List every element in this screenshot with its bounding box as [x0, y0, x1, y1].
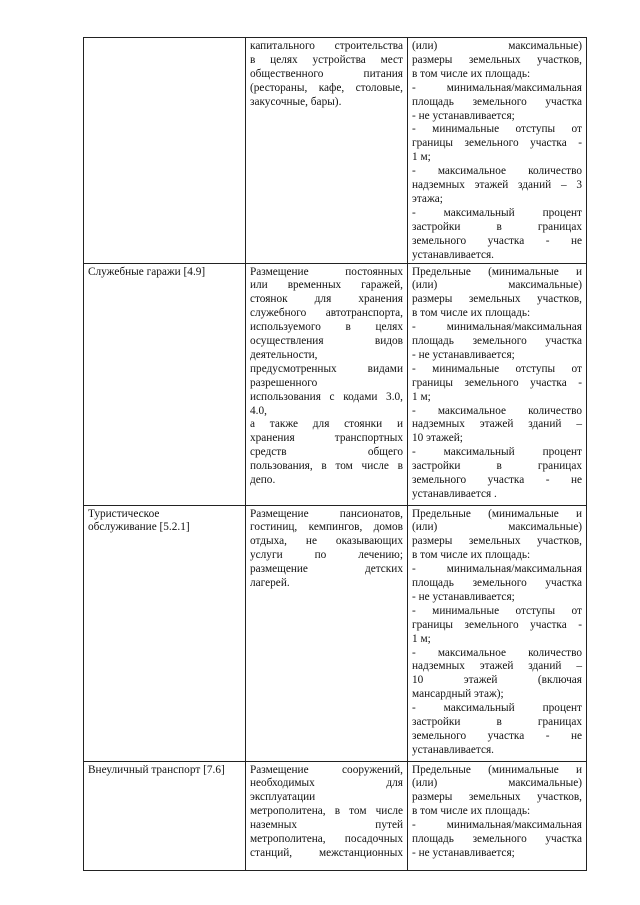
text-line: используемого в целях: [250, 321, 403, 334]
land-use-parameters-cell: [408, 263, 587, 505]
text-line: необходимых для: [250, 777, 403, 790]
table-row: [84, 505, 587, 761]
text-line: в том числе их площадь:: [412, 805, 531, 818]
text-line: или временных гаражей,: [250, 279, 403, 292]
text-line: общественного питания: [250, 67, 403, 80]
text-line: 10 этажей (включая: [412, 674, 582, 687]
text-line: 1 м;: [412, 151, 431, 164]
text-line: границы земельного участка -: [412, 137, 582, 150]
text-line: метрополитена, посадочных: [250, 833, 403, 846]
text-line: метрополитена, в том числе: [250, 805, 403, 818]
text-line: - максимальное количество: [412, 646, 582, 659]
text-line: Предельные (минимальные и: [412, 763, 582, 776]
text-line: Внеуличный транспорт [7.6]: [88, 763, 225, 776]
text-line: застройки в границах: [412, 460, 582, 473]
text-line: закусочные, бары).: [250, 95, 342, 108]
text-line: лагерей.: [250, 577, 290, 590]
land-use-name-cell: [84, 38, 246, 264]
text-line: осуществления видов: [250, 335, 403, 348]
land-use-name-cell: [84, 761, 246, 870]
text-line: надземных этажей зданий –: [412, 418, 582, 431]
text-line: площадь земельного участка: [412, 335, 582, 348]
text-line: деятельности,: [250, 348, 318, 361]
text-line: Предельные (минимальные и: [412, 265, 582, 278]
text-line: пользования, в том числе в: [250, 460, 403, 473]
land-use-parameters-cell: [408, 505, 587, 761]
text-line: - минимальные отступы от: [412, 362, 582, 375]
text-line: Размещение постоянных: [250, 265, 403, 278]
text-line: (или) максимальные): [412, 521, 582, 534]
text-line: - максимальный процент: [412, 206, 582, 219]
text-line: Туристическое: [88, 507, 160, 520]
land-use-parameters-cell: [408, 38, 587, 264]
text-line: - не устанавливается;: [412, 846, 515, 859]
text-line: станций, межстанционных: [250, 846, 403, 859]
text-line: 4.0,: [250, 404, 267, 417]
zoning-table-body: [84, 38, 587, 871]
text-line: услуги по лечению;: [250, 549, 403, 562]
text-line: 1 м;: [412, 390, 431, 403]
text-line: мансардный этаж);: [412, 688, 504, 701]
text-line: размеры земельных участков,: [412, 293, 582, 306]
text-line: (или) максимальные): [412, 279, 582, 292]
text-line: - минимальная/максимальная: [412, 321, 582, 334]
text-line: размеры земельных участков,: [412, 791, 582, 804]
text-line: Предельные (минимальные и: [412, 507, 582, 520]
text-line: предусмотренных видами: [250, 362, 403, 375]
text-line: застройки в границах: [412, 220, 582, 233]
text-line: использования с кодами 3.0,: [250, 390, 403, 403]
text-line: гостиниц, кемпингов, домов: [250, 521, 403, 534]
text-line: площадь земельного участка: [412, 833, 582, 846]
text-line: устанавливается.: [412, 743, 495, 756]
text-line: земельного участка - не: [412, 730, 582, 742]
text-line: размеры земельных участков,: [412, 535, 582, 548]
text-line: Размещение пансионатов,: [250, 507, 403, 520]
text-line: Служебные гаражи [4.9]: [88, 265, 206, 278]
text-line: средств общего: [250, 446, 403, 459]
text-line: 1 м;: [412, 632, 431, 645]
text-line: хранения транспортных: [250, 432, 403, 445]
text-line: устанавливается.: [412, 248, 495, 261]
land-use-name-cell: [84, 505, 246, 761]
text-line: (рестораны, кафе, столовые,: [250, 81, 403, 94]
text-line: наземных путей: [250, 819, 403, 832]
land-use-name-cell: [84, 263, 246, 505]
text-line: земельного участка - не: [412, 474, 582, 487]
table-row: [84, 761, 587, 870]
text-line: в целях устройства мест: [250, 53, 403, 66]
land-use-parameters-cell: [408, 761, 587, 870]
text-line: служебного автотранспорта,: [250, 307, 403, 320]
text-line: - минимальная/максимальная: [412, 563, 582, 576]
text-line: в том числе их площадь:: [412, 307, 531, 320]
text-line: - минимальная/максимальная: [412, 819, 582, 832]
text-line: в том числе их площадь:: [412, 549, 531, 562]
text-line: площадь земельного участка: [412, 95, 582, 108]
text-line: застройки в границах: [412, 716, 582, 729]
text-line: эксплуатации: [250, 791, 316, 804]
table-row: [84, 38, 587, 264]
text-line: отдыха, не оказывающих: [250, 535, 403, 548]
text-line: Размещение сооружений,: [250, 763, 403, 776]
text-line: устанавливается .: [412, 488, 497, 500]
text-line: 10 этажей;: [412, 432, 463, 445]
text-line: - минимальные отступы от: [412, 123, 582, 136]
zoning-table: [83, 37, 587, 871]
text-line: - не устанавливается;: [412, 590, 515, 603]
land-use-description-cell: [246, 761, 408, 870]
text-line: - максимальный процент: [412, 446, 582, 459]
land-use-description-cell: [246, 38, 408, 264]
text-line: обслуживание [5.2.1]: [88, 521, 190, 534]
text-line: - не устанавливается;: [412, 348, 515, 361]
text-line: в том числе их площадь:: [412, 67, 531, 80]
text-line: - максимальное количество: [412, 404, 582, 417]
text-line: - не устанавливается;: [412, 109, 515, 122]
text-line: площадь земельного участка: [412, 577, 582, 590]
text-line: а также для стоянки и: [250, 418, 403, 431]
text-line: капитального строительства: [250, 40, 403, 52]
text-line: границы земельного участка -: [412, 618, 582, 631]
text-line: границы земельного участка -: [412, 376, 582, 389]
text-line: - максимальное количество: [412, 165, 582, 178]
land-use-description-cell: [246, 505, 408, 761]
land-use-description-cell: [246, 263, 408, 505]
text-line: размеры земельных участков,: [412, 53, 582, 66]
text-line: этажа;: [412, 192, 443, 205]
text-line: (или) максимальные): [412, 777, 582, 790]
text-line: - максимальный процент: [412, 702, 582, 715]
text-line: депо.: [250, 474, 276, 487]
text-line: (или) максимальные): [412, 40, 582, 52]
text-line: стоянок для хранения: [250, 293, 403, 306]
table-row: [84, 263, 587, 505]
text-line: - минимальные отступы от: [412, 604, 582, 617]
text-line: - минимальная/максимальная: [412, 81, 582, 94]
text-line: размещение детских: [250, 563, 403, 576]
text-line: земельного участка - не: [412, 234, 582, 247]
text-line: надземных этажей зданий –: [412, 660, 582, 673]
text-line: надземных этажей зданий – 3: [412, 179, 582, 192]
text-line: разрешенного: [250, 376, 318, 389]
